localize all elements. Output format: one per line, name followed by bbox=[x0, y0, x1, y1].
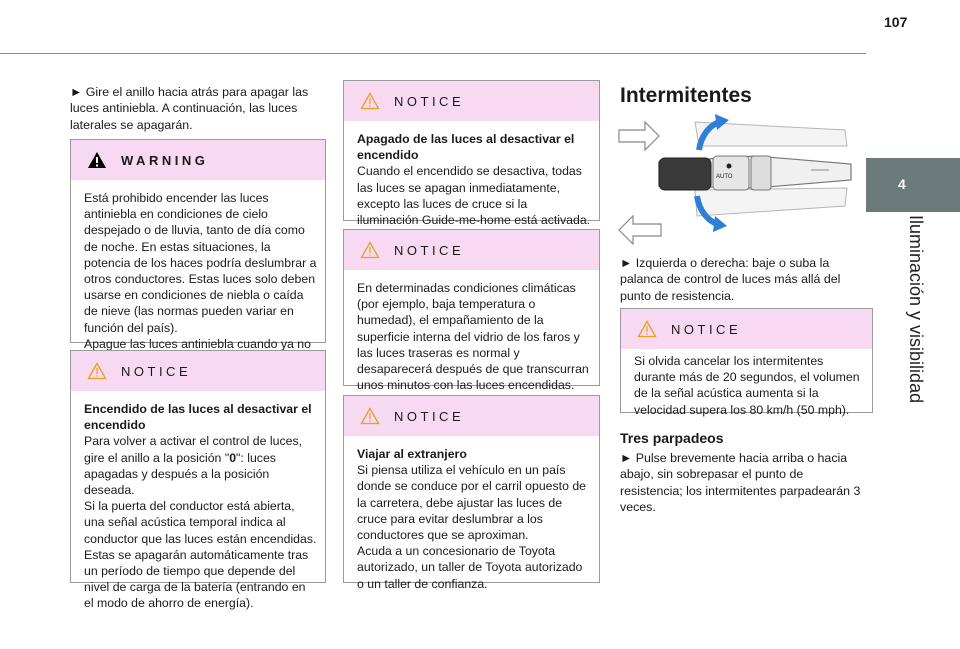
stalk-auto-label: AUTO bbox=[716, 174, 733, 180]
warning-header bbox=[71, 140, 325, 180]
notice-title: NOTICE bbox=[394, 93, 465, 109]
notice-heading: Viajar al extranjero bbox=[357, 447, 467, 461]
notice-icon bbox=[360, 92, 380, 110]
intro-text: ► Gire el anillo hacia atrás para apagar las luces antiniebla. A continuación, las luces laterales se apagarán. bbox=[70, 85, 309, 132]
chapter-title-wrap bbox=[905, 215, 935, 445]
notice-icon bbox=[87, 362, 107, 380]
notice-box-signal-reminder bbox=[620, 308, 873, 417]
chapter-number: 4 bbox=[898, 176, 906, 192]
three-flashes-text: ► Pulse brevemente hacia arriba o hacia abajo, sin sobrepasar el punto de resistencia; los intermitentes parpadearán 3 veces. bbox=[620, 451, 861, 514]
notice-body bbox=[344, 121, 599, 236]
warning-text: Está prohibido encender las luces antiniebla en condiciones de cielo despejado o de lluvia, tanto de día como de noche. En estas situaciones, la potencia de los haces podría deslumbrar a otros conductores. Estas luces solo deben usarse en condiciones de niebla o caída de nieve (las normas pueden variar en función del país). bbox=[84, 191, 317, 335]
subsection-title: Tres parpadeos bbox=[620, 430, 724, 446]
three-flashes bbox=[620, 450, 868, 515]
notice-title: NOTICE bbox=[671, 321, 742, 337]
warning-box bbox=[70, 139, 326, 351]
chapter-tab bbox=[866, 158, 960, 212]
instruction bbox=[620, 255, 865, 304]
notice-box-condensation bbox=[343, 229, 600, 393]
section-title: Intermitentes bbox=[620, 84, 752, 107]
page-number: 107 bbox=[884, 14, 908, 30]
notice-header bbox=[344, 230, 599, 270]
notice-title: NOTICE bbox=[394, 242, 465, 258]
notice-title: NOTICE bbox=[394, 408, 465, 424]
notice-header bbox=[71, 351, 325, 391]
notice-icon bbox=[360, 407, 380, 425]
notice-text: Si olvida cancelar los intermitentes durante más de 20 segundos, el volumen de la señal acústica aumenta si la velocidad supera los 80 km/h (50 mph). bbox=[634, 354, 860, 417]
notice-text-2: Acuda a un concesionario de Toyota autorizado, un taller de Toyota autorizado o un taller de confianza. bbox=[357, 544, 583, 591]
notice-text-2: Si la puerta del conductor está abierta, una señal acústica temporal indica al conductor que las luces están encendidas. bbox=[84, 499, 317, 546]
warning-title: WARNING bbox=[121, 152, 209, 168]
notice-body bbox=[621, 349, 872, 426]
notice-header bbox=[344, 396, 599, 436]
turn-signal-stalk-illustration bbox=[615, 112, 857, 245]
notice-box-ignition-off bbox=[343, 80, 600, 228]
notice-heading: Apagado de las luces al desactivar el encendido bbox=[357, 132, 575, 163]
notice-body bbox=[71, 391, 325, 620]
chapter-title: Iluminación y visibilidad bbox=[906, 215, 926, 404]
col1-intro bbox=[70, 84, 320, 133]
notice-icon bbox=[637, 320, 657, 338]
notice-title: NOTICE bbox=[121, 363, 192, 379]
notice-box-ignition-on bbox=[70, 350, 326, 611]
notice-body bbox=[344, 436, 599, 600]
notice-text: Para volver a activar el control de luces, gire el anillo a la posición "0": luces apagadas y después a la posición deseada. bbox=[84, 434, 303, 498]
notice-header bbox=[621, 309, 872, 349]
instruction-text: ► Izquierda o derecha: baje o suba la palanca de control de luces más allá del punto de resistencia. bbox=[620, 256, 841, 303]
notice-box-travel-abroad bbox=[343, 395, 600, 591]
notice-header bbox=[344, 81, 599, 121]
notice-text: Cuando el encendido se desactiva, todas las luces se apagan inmediatamente, excepto las luces de cruce si la iluminación Guide-me-home está activada. bbox=[357, 164, 591, 228]
warning-text-2: Apague las luces antiniebla cuando ya no bbox=[84, 336, 311, 351]
warning-icon bbox=[87, 151, 107, 169]
notice-text: Si piensa utiliza el vehículo en un país donde se conduce por el carril opuesto de la carretera, debe ajustar las luces de cruce para evitar deslumbrar a los conductores que se aproximan. bbox=[357, 463, 587, 543]
notice-heading: Encendido de las luces al desactivar el encendido bbox=[84, 402, 312, 433]
notice-icon bbox=[360, 241, 380, 259]
notice-text-3: Estas se apagarán automáticamente tras un período de tiempo que depende del nivel de carga de la batería (entrando en el modo de ahorro de energía). bbox=[84, 547, 309, 611]
notice-body bbox=[344, 270, 599, 401]
notice-text: En determinadas condiciones climáticas (por ejemplo, baja temperatura o humedad), el empañamiento de la superficie interna del vidrio de los faros y las luces traseras es normal y desaparecerá después de que transcurran unos minutos con las luces encendidas. bbox=[357, 281, 589, 393]
header-divider bbox=[0, 53, 866, 54]
warning-body bbox=[71, 180, 325, 376]
